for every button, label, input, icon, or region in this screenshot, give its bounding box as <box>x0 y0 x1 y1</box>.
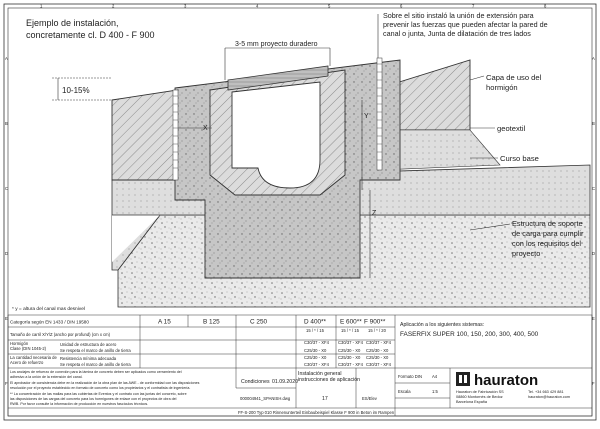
concrete-d400-a: C30/37 - XF4 <box>304 340 329 345</box>
label-geotextil: geotextil <box>497 124 526 133</box>
frame-letter-d-right: D <box>592 251 596 256</box>
row-note-4: Se respeta el marco de anillo de tierra <box>60 362 131 367</box>
concrete-d400-b: C25/30 - X0 <box>304 348 327 353</box>
steel-d400-a: C25/30 - X0 <box>304 355 327 360</box>
class-e600: E 600** <box>340 318 362 326</box>
footer-text: FF-S-200 Typ 010 Rinnenunterteil Einbaubeispiel Klasse F 900 in Beton im Rampen <box>238 410 395 415</box>
label-slope: 10-15% <box>62 86 90 95</box>
installation-line-1: Instalación general <box>298 371 342 377</box>
note-3: El aprobador de consistencia debe en la realización de la obra plan de las AWE - de conformidad con las disposiciones <box>10 381 200 385</box>
row-note-2: Se respeta el marco de anillo de tierra <box>60 348 131 353</box>
frame-letter-f-right: F <box>592 381 595 386</box>
formato-label: Formato DIN <box>398 374 422 379</box>
note-5: ** La concentración de las mallas para las cubiertas de Eventos y el contrato con las juntas del concreto, sobre <box>10 392 187 396</box>
company-email: hauraton@hauraton.com <box>528 395 571 399</box>
concrete-f900-b: C25/30 - X0 <box>366 348 389 353</box>
frame-number-2: 2 <box>112 3 115 9</box>
row-steel-label: La cantidad necesaria de <box>10 355 57 360</box>
frame-number-5: 5 <box>328 3 331 9</box>
row-note-1: Unidad de estructura de acero <box>60 342 117 347</box>
drawing-title-1: Ejemplo de instalación, <box>26 18 119 28</box>
frame-letter-d: D <box>5 251 9 256</box>
drawing-number: 000004941_SPANISH.dwg <box>240 396 291 401</box>
frame-number-1: 1 <box>40 3 43 9</box>
row-concrete-sub: Clase (DIN 1045-2) <box>10 346 47 351</box>
label-z: Z <box>372 210 377 217</box>
company-phone: Tel. +34 663 429 881 <box>528 390 564 394</box>
frame-letter-c-right: C <box>592 186 596 191</box>
escala-value: 1:5 <box>432 389 438 394</box>
escala-label: Escala <box>398 389 411 394</box>
note-6: las disposiciones de las cargas del concreto para los hormigones de enlace con el proyectos de obra del <box>10 397 177 401</box>
frame-letter-a-right: A <box>592 56 595 61</box>
concrete-f900-a: C30/37 - XF4 <box>366 340 391 345</box>
hauraton-logo <box>456 372 538 389</box>
sheet-number: 17 <box>322 396 328 402</box>
label-expansion-2: prevenir las fuerzas que pueden afectar la pared de <box>383 20 548 29</box>
label-x: X <box>203 125 208 132</box>
company-line-3: Barcelona España <box>456 400 488 404</box>
cross-section-drawing <box>12 11 590 312</box>
frame-number-8: 8 <box>544 3 547 9</box>
expansion-joint-right <box>377 58 382 170</box>
size-d400: 15 / * / 15 <box>306 328 324 333</box>
class-a15: A 15 <box>158 318 171 326</box>
row-note-3: Resistencia mínima adecuada <box>60 356 117 361</box>
class-f900: F 900** <box>364 318 386 326</box>
frame-letter-a: A <box>5 56 8 61</box>
size-f900: 15 / * / 20 <box>368 328 386 333</box>
frame-letter-f: F <box>5 381 8 386</box>
applies-products: FASERFIX SUPER 100, 150, 200, 300, 400, 500 <box>400 331 539 338</box>
brand-name: hauraton <box>474 372 539 389</box>
steel-f900-b: C30/37 - XF4 <box>366 362 391 367</box>
conditions-date: 01.09.2020 <box>272 379 298 385</box>
footnote: * y = altura del canal mas desnivel <box>12 307 85 312</box>
frame-letter-e-right: E <box>592 316 595 321</box>
frame-number-4: 4 <box>256 3 259 9</box>
note-7: RWB. Por favor consulte la información de producción en nuestros fascículos técnicos. <box>10 402 149 406</box>
steel-e600-b: C30/37 - XF4 <box>338 362 363 367</box>
concrete-e600-a: C30/37 - XF4 <box>338 340 363 345</box>
class-b125: B 125 <box>203 318 220 326</box>
company-line-2: 08860 Montornés de Bedoz <box>456 395 503 399</box>
row-concrete-label: Hormigón <box>10 341 29 346</box>
frame-number-7: 7 <box>472 3 475 9</box>
label-estructura-1: Estructura de soporte <box>512 219 583 228</box>
steel-d400-b: C30/37 - XF4 <box>304 362 329 367</box>
label-expansion-1: Sobre el sitio instaló la unión de extensión para <box>383 11 534 20</box>
estado: ES/Elev <box>362 396 377 401</box>
steel-f900-a: C25/30 - X0 <box>366 355 389 360</box>
row-steel-sub: Acero de refuerzo <box>10 360 44 365</box>
label-estructura-3: con los requisitos del <box>512 239 582 248</box>
frame-number-3: 3 <box>184 3 187 9</box>
label-gap: 3-5 mm proyecto duradero <box>235 41 318 48</box>
table-text <box>10 319 570 416</box>
frame-letter-b-right: B <box>592 121 595 126</box>
label-expansion-3: canal o junta, Junta de dilatación de tres lados <box>383 29 531 38</box>
applies-label: Aplicación a los siguientes sistemas: <box>400 322 485 328</box>
conditions-label: Condiciones <box>241 379 270 385</box>
note-4: resolución por el proyecto establecido en formato de concreto como los propietarios y el contratista de ingeniería. <box>10 386 191 390</box>
frame-number-6: 6 <box>400 3 403 9</box>
label-estructura-4: proyecto <box>512 249 541 258</box>
label-capa-1: Capa de uso del <box>486 73 542 82</box>
label-capa-2: hormigón <box>486 83 518 92</box>
steel-e600-a: C25/30 - X0 <box>338 355 361 360</box>
class-d400: D 400** <box>304 318 327 326</box>
note-2: adhesivo a la unión de la extensión del canal. <box>10 375 83 379</box>
row-category-label: Categoría según EN 1433 / DIN 19580 <box>10 319 89 325</box>
note-1: Los anclajes de refuerzo de conexión para la lámina de concreto deben ser aplicados como cerramiento del <box>10 370 182 374</box>
installation-line-2: instrucciones de aplicación <box>298 377 360 383</box>
label-curso: Curso base <box>500 154 539 163</box>
concrete-e600-b: C25/30 - X0 <box>338 348 361 353</box>
logo-icon <box>456 372 470 386</box>
expansion-joint-left <box>173 90 178 180</box>
label-y: Y <box>364 113 369 120</box>
size-e600: 15 / * / 15 <box>341 328 359 333</box>
frame-letter-c: C <box>5 186 9 191</box>
class-c250: C 250 <box>250 318 268 326</box>
drawing-title-2: concretamente cl. D 400 - F 900 <box>26 30 155 40</box>
formato-value: A4 <box>432 374 438 379</box>
company-line-1: Hauraton de Fabricación SS <box>456 390 504 394</box>
frame-letter-b: B <box>5 121 8 126</box>
frame-letter-e: E <box>5 316 8 321</box>
label-estructura-2: de carga para cumplir <box>512 229 584 238</box>
row-size-label: Tamaño de carril X/Y/Z (ancho por profund) (cm x cm) <box>10 332 111 337</box>
